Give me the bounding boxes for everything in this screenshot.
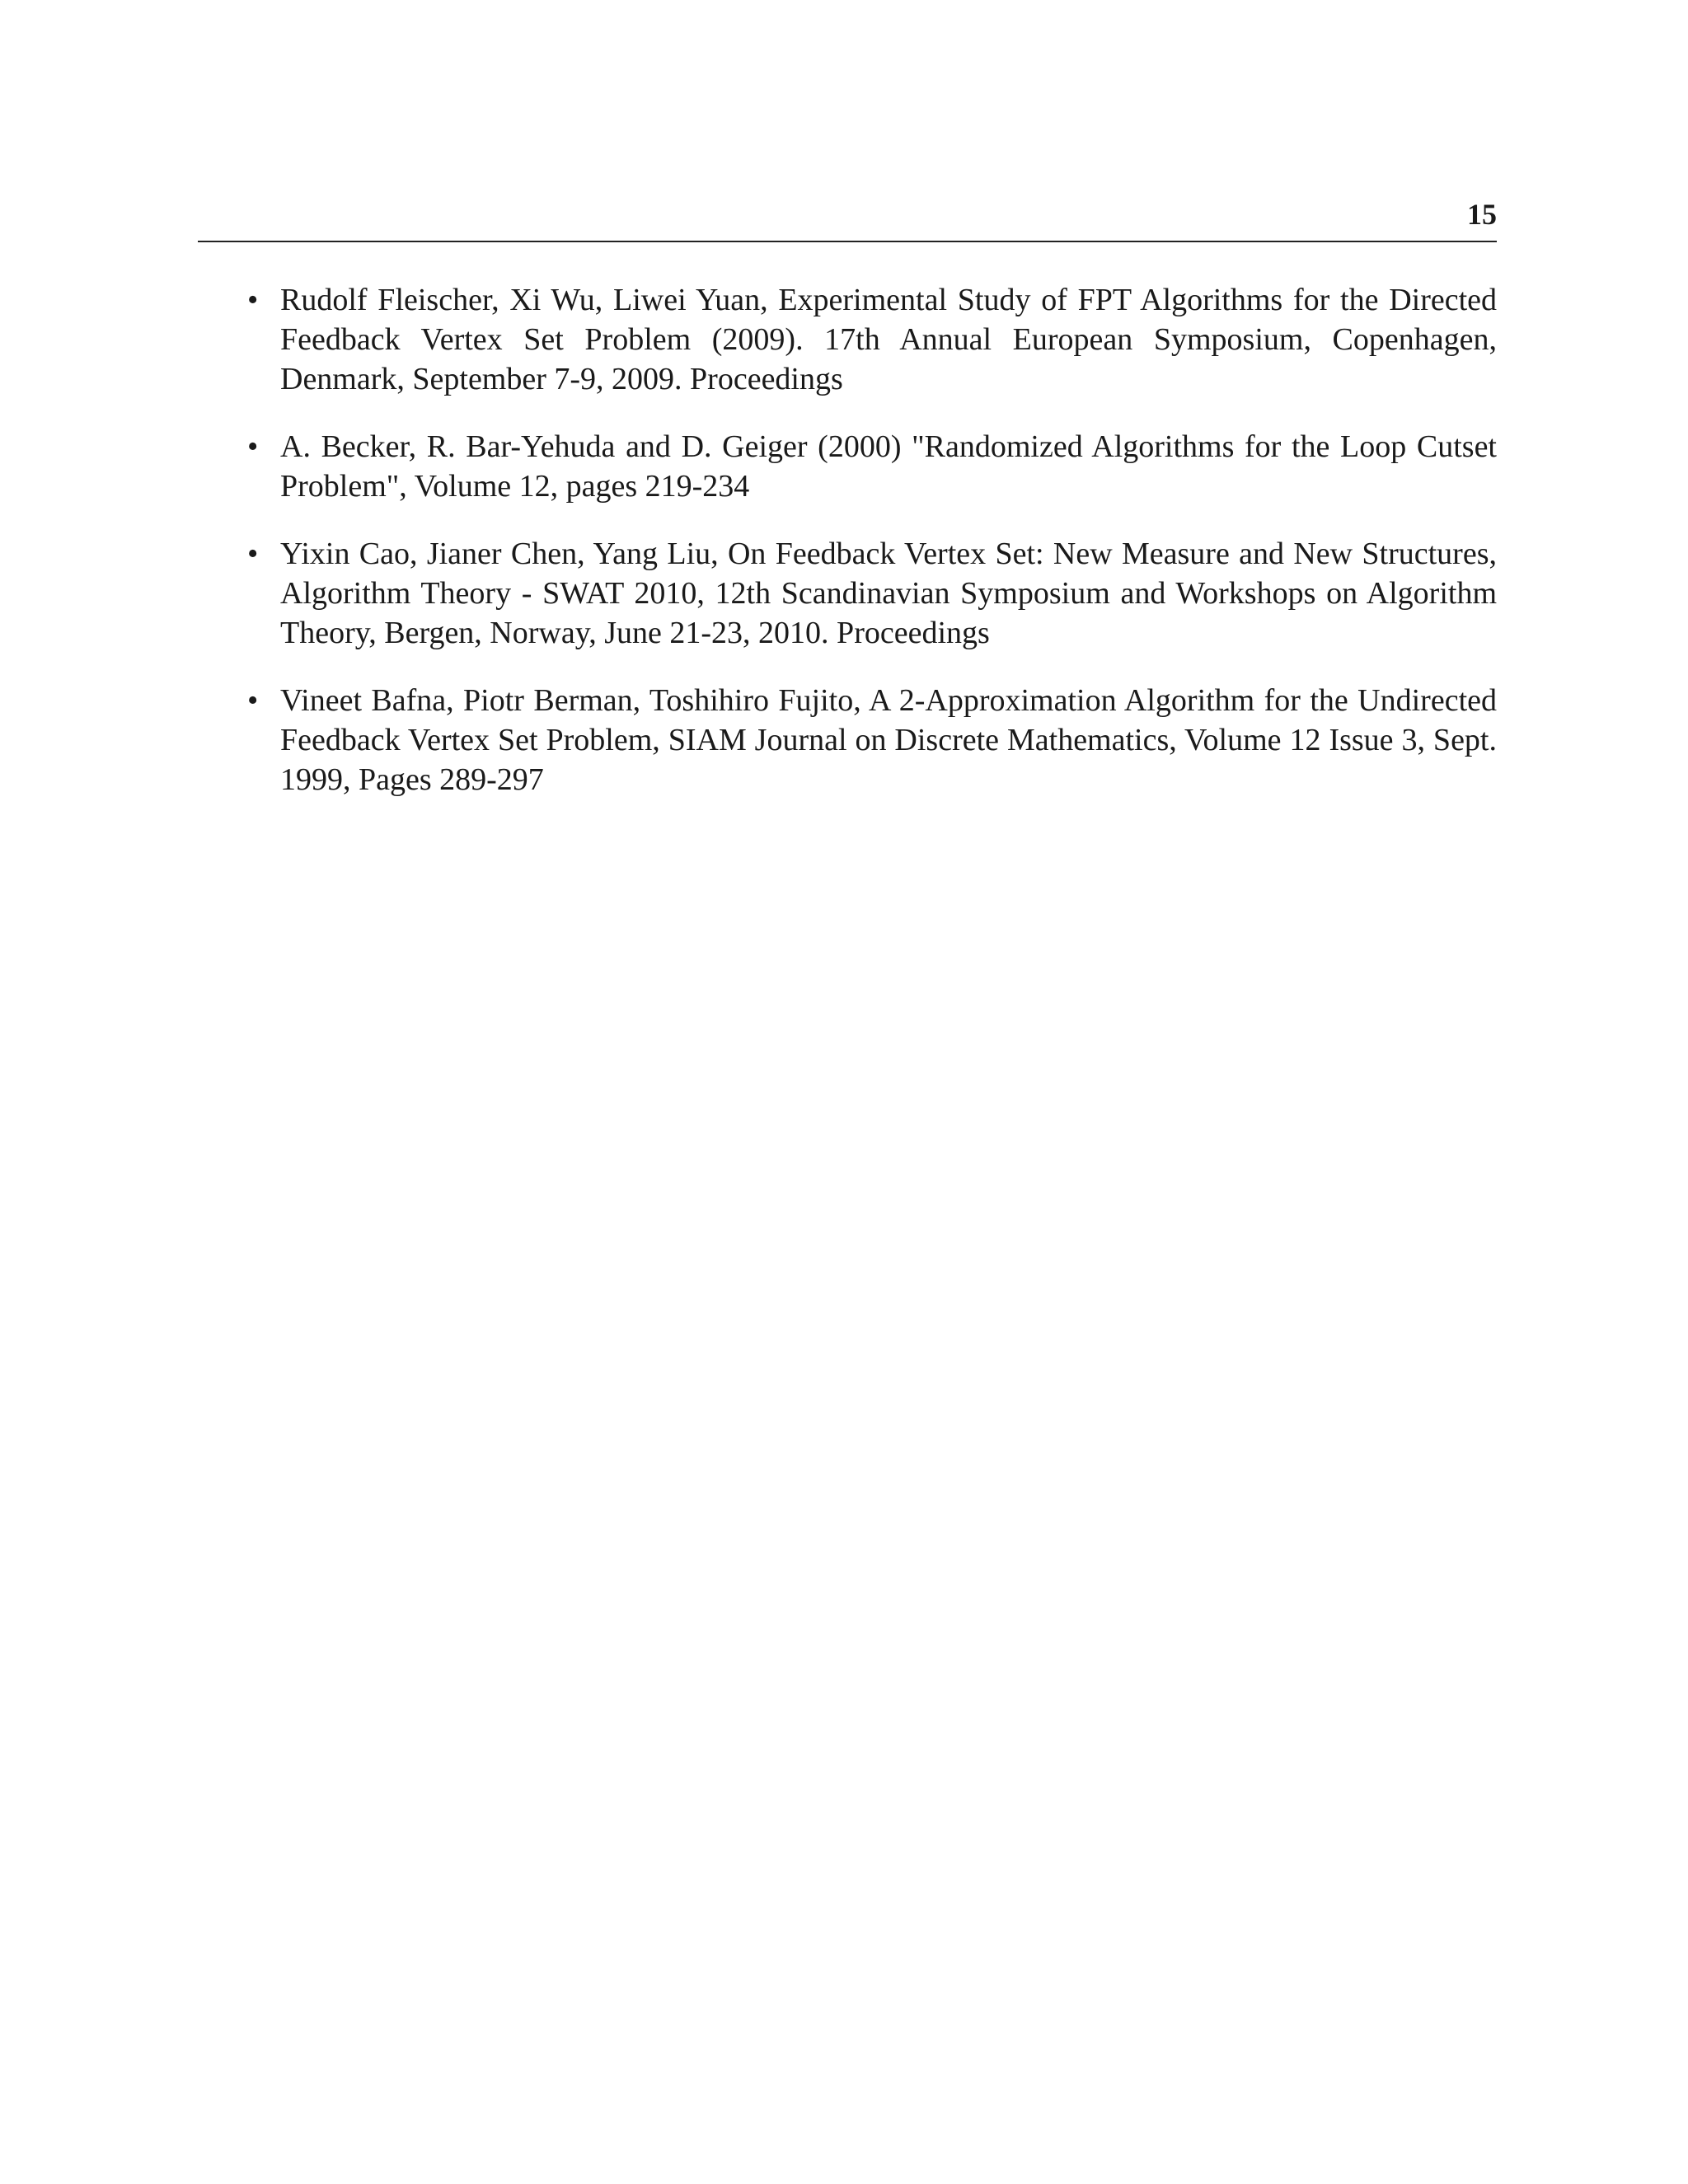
reference-text: Yixin Cao, Jianer Chen, Yang Liu, On Feedback Vertex Set: New Measure and New Structures, Algorithm Theory - SWAT 2010, 12th Scandinavian Symposium and Workshops on Algorithm Theory, Bergen, Norway, June 21-23, 2010. Proceedings: [280, 537, 1497, 650]
reference-text: Rudolf Fleischer, Xi Wu, Liwei Yuan, Experimental Study of FPT Algorithms for the Directed Feedback Vertex Set Problem (2009). 17th Annual European Symposium, Copenhagen, Denmark, September 7-9, 2009. Proceedings: [280, 283, 1497, 396]
bullet-icon: •: [247, 537, 259, 571]
reference-item: [198, 534, 1497, 653]
reference-item: [198, 681, 1497, 799]
bullet-icon: •: [247, 429, 259, 464]
page-number: 15: [1467, 198, 1497, 231]
bullet-icon: •: [247, 283, 259, 317]
reference-text: A. Becker, R. Bar-Yehuda and D. Geiger (2000) "Randomized Algorithms for the Loop Cutset Problem", Volume 12, pages 219-234: [280, 429, 1497, 504]
reference-text: Vineet Bafna, Piotr Berman, Toshihiro Fujito, A 2-Approximation Algorithm for the Undirected Feedback Vertex Set Problem, SIAM Journal on Discrete Mathematics, Volume 12 Issue 3, Sept. 1999, Pages 289-297: [280, 683, 1497, 797]
page-header: [198, 194, 1497, 242]
bullet-icon: •: [247, 683, 259, 718]
reference-item: [198, 280, 1497, 399]
reference-item: [198, 427, 1497, 506]
reference-list: [198, 280, 1497, 827]
